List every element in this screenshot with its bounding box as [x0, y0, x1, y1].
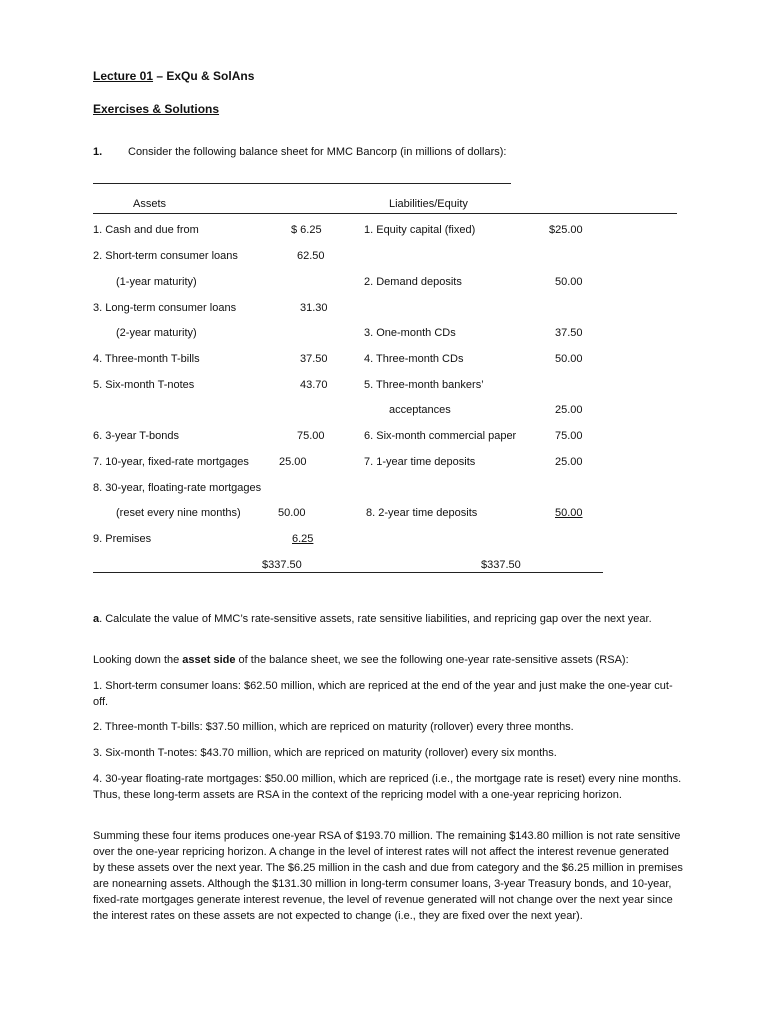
asset-row-value: 43.70	[300, 379, 328, 391]
liability-row-value: 50.00	[555, 507, 583, 519]
liability-row-value: 37.50	[555, 327, 583, 339]
liability-row-label: 4. Three-month CDs	[364, 353, 464, 365]
part-a-letter: a	[93, 613, 100, 625]
asset-row-label: 6. 3-year T-bonds	[93, 430, 180, 442]
asset-row-label: 9. Premises	[93, 533, 152, 545]
asset-row-label: (2-year maturity)	[116, 327, 197, 339]
liability-row-value: 25.00	[555, 404, 583, 416]
asset-row-value: 75.00	[297, 430, 325, 442]
asset-row-label: 3. Long-term consumer loans	[93, 302, 237, 314]
asset-row-label: 8. 30-year, floating-rate mortgages	[93, 482, 262, 494]
liability-row-value: 75.00	[555, 430, 583, 442]
question-text: Consider the following balance sheet for MMC Bancorp (in millions of dollars):	[128, 146, 507, 158]
liability-row-value: 25.00	[555, 456, 583, 468]
section-title: Exercises & Solutions	[93, 102, 220, 116]
asset-row-label: (1-year maturity)	[116, 276, 197, 288]
liability-row-value: 50.00	[555, 276, 583, 288]
liability-row-label: 8. 2-year time deposits	[366, 507, 478, 519]
rsa-intro-pre: Looking down the	[93, 654, 183, 666]
rsa-summary-paragraph: Summing these four items produces one-year RSA of $193.70 million. The remaining $143.80 million is not rate sensitive over the one-year repricing horizon. A change in the level of interest rates will not affect the interest revenue generated by these assets over the next year. The $6.25 million in the cash and due from category and the $6.25 million in premises are nonearning assets. Although the $131.30 million in long-term consumer loans, 3-year Treasury bonds, and 10-year, fixed-rate mortgages generate interest revenue, the level of revenue generated will not change over the next year since the interest rates on these assets are not expected to change (i.e., they are fixed over the next year).	[93, 830, 683, 922]
lecture-label: Lecture 01	[93, 69, 154, 83]
asset-row-label: 4. Three-month T-bills	[93, 353, 200, 365]
liability-row-label: 1. Equity capital (fixed)	[364, 224, 476, 236]
asset-row-value: $ 6.25	[291, 224, 322, 236]
liability-row-value: $25.00	[549, 224, 583, 236]
liability-row-value: 50.00	[555, 353, 583, 365]
rsa-item: 4. 30-year floating-rate mortgages: $50.00 million, which are repriced (i.e., the mortgage rate is reset) every nine months. Thus, these long-term assets are RSA in the context of the repricing model with a one-year repricing horizon.	[93, 773, 682, 801]
liability-row-label: 3. One-month CDs	[364, 327, 456, 339]
assets-header: Assets	[133, 198, 167, 210]
rsa-intro-post: of the balance sheet, we see the following one-year rate-sensitive assets (RSA):	[235, 654, 629, 666]
liabilities-total: $337.50	[481, 559, 521, 571]
lecture-title-suffix: – ExQu & SolAns	[153, 69, 255, 83]
asset-row-label: 7. 10-year, fixed-rate mortgages	[93, 456, 249, 468]
asset-row-value: 62.50	[297, 250, 325, 262]
question-number: 1.	[93, 146, 103, 158]
asset-row-value: 25.00	[279, 456, 307, 468]
asset-row-label: 1. Cash and due from	[93, 224, 199, 236]
table-top-rule	[93, 183, 511, 184]
liability-row-label: 7. 1-year time deposits	[364, 456, 476, 468]
asset-row-value: 6.25	[292, 533, 314, 545]
table-bottom-rule	[93, 572, 603, 573]
asset-row-label: (reset every nine months)	[116, 507, 241, 519]
rsa-intro	[93, 652, 683, 668]
liabilities-header: Liabilities/Equity	[389, 198, 468, 210]
asset-row-value: 31.30	[300, 302, 328, 314]
rsa-item: 2. Three-month T-bills: $37.50 million, which are repriced on maturity (rollover) every three months.	[93, 721, 574, 733]
rsa-intro-bold: asset side	[182, 654, 236, 666]
rsa-item: 3. Six-month T-notes: $43.70 million, which are repriced on maturity (rollover) every six months.	[93, 747, 557, 759]
liability-row-label: acceptances	[389, 404, 451, 416]
rsa-item: 1. Short-term consumer loans: $62.50 million, which are repriced at the end of the year and just make the one-year cut-off.	[93, 680, 673, 708]
asset-row-label: 2. Short-term consumer loans	[93, 250, 238, 262]
asset-row-value: 37.50	[300, 353, 328, 365]
lecture-title	[93, 69, 254, 83]
asset-row-label: 5. Six-month T-notes	[93, 379, 195, 391]
header-rule	[93, 213, 677, 214]
part-a-question	[93, 611, 683, 627]
liability-row-label: 2. Demand deposits	[364, 276, 462, 288]
assets-total: $337.50	[262, 559, 302, 571]
liability-row-label: 5. Three-month bankers’	[364, 379, 484, 391]
part-a-text: . Calculate the value of MMC’s rate-sensitive assets, rate sensitive liabilities, and repricing gap over the next year.	[99, 613, 652, 625]
liability-row-label: 6. Six-month commercial paper	[364, 430, 517, 442]
asset-row-value: 50.00	[278, 507, 306, 519]
